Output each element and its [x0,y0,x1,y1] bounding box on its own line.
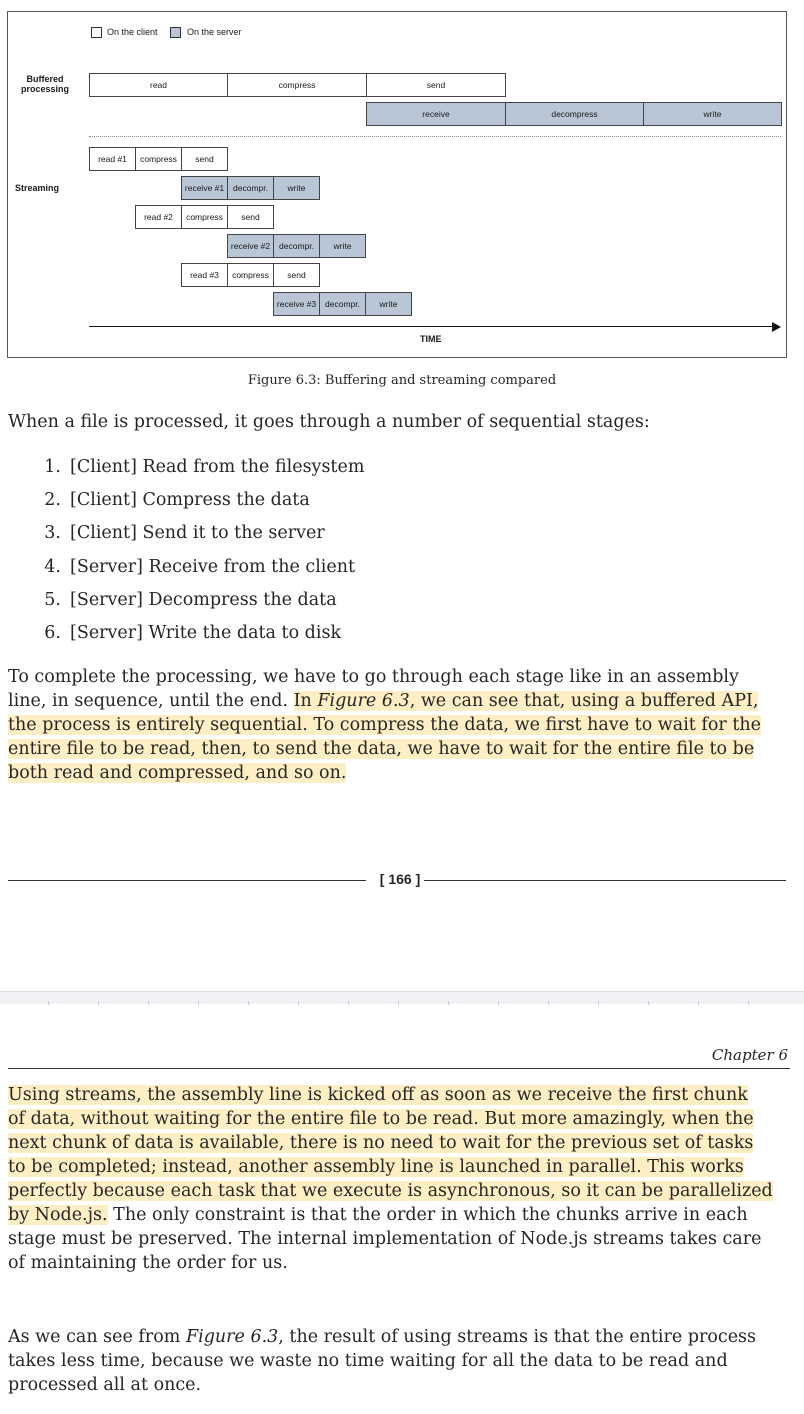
highlighted-text: of data, without waiting for the entire file to be read. But more amazingly, when the [8,1109,754,1129]
chapter-header: Chapter 6 [711,1046,788,1064]
stream2-send-box: send [227,205,274,229]
stream1-compress-box: compress [135,147,182,171]
intro-paragraph: When a file is processed, it goes through a number of sequential stages: [8,412,650,432]
buffered-label-line1: Buffered [26,74,64,84]
list-item-number: 6. [44,622,61,643]
list-item-text: [Client] Compress the data [70,490,310,511]
separator-tick [448,1001,449,1005]
footer-rule-left [8,880,366,881]
stream2-decompress-box: decompr. [273,234,320,258]
list-item-text: [Client] Send it to the server [70,523,325,544]
highlighted-text: perfectly because each task that we execute is asynchronous, so it can be parallelized [8,1181,773,1201]
footer-rule-right [424,880,786,881]
list-item [8,621,364,654]
separator-tick [348,1001,349,1005]
buffered-receive-box: receive [366,102,506,126]
header-rule [8,1068,790,1069]
paragraph-line: To complete the processing, we have to go through each stage like in an assembly [8,667,739,687]
stream1-send-box: send [181,147,228,171]
text-span: line, in sequence, until the end. [8,691,294,711]
stream1-read-box: read #1 [89,147,136,171]
paragraph-line: takes less time, because we waste no time waiting for all the data to be read and [8,1351,728,1371]
legend-server-swatch [170,27,181,38]
list-item-number: 1. [44,457,61,477]
buffered-label-line2: processing [20,84,69,94]
highlighted-text: the process is entirely sequential. To compress the data, we first have to wait for the [8,715,761,735]
stream1-write-box: write [273,176,320,200]
time-axis [89,326,773,327]
paragraph-line: of maintaining the order for us. [8,1253,288,1273]
list-item [8,455,364,488]
separator-tick [698,1001,699,1005]
list-item [8,488,364,521]
streaming-label: Streaming [14,183,59,193]
list-item-text: [Server] Write the data to disk [70,622,342,643]
list-item-text: [Server] Receive from the client [70,556,356,577]
time-axis-label: TIME [420,334,442,344]
separator-tick [598,1001,599,1005]
stream1-decompress-box: decompr. [227,176,274,200]
buffered-write-box: write [643,102,782,126]
stream2-read-box: read #2 [135,205,182,229]
legend-client-label: On the client [107,27,158,37]
text-span: , we can see that, using a buffered API, [409,691,759,711]
stream2-compress-box: compress [181,205,228,229]
separator-tick [498,1001,499,1005]
figure-6-3 [7,11,787,358]
page-number: [ 166 ] [379,871,421,887]
separator-tick [248,1001,249,1005]
stream3-read-box: read #3 [181,263,228,287]
stages-list [8,455,364,654]
list-item-number: 2. [44,490,61,511]
paragraph-conclusion [8,1325,798,1397]
list-item-number: 4. [44,556,61,577]
separator-tick [548,1001,549,1005]
paragraph-line: stage must be preserved. The internal implementation of Node.js streams takes care [8,1229,762,1249]
separator-tick [198,1001,199,1005]
highlighted-text: next chunk of data is available, there is no need to wait for the previous set of tasks [8,1133,754,1153]
paragraph-streams [8,1083,798,1275]
stream3-receive-box: receive #3 [273,292,320,316]
highlighted-text [294,691,759,711]
separator-tick [98,1001,99,1005]
text-span: The only constraint is that the order in which the chunks arrive in each [107,1205,748,1225]
separator-tick [398,1001,399,1005]
figure-reference: Figure 6.3 [317,691,410,711]
text-span: In [293,691,318,711]
paragraph-line [8,1203,798,1227]
paragraph-buffered [8,665,798,785]
paragraph-line: processed all at once. [8,1375,202,1395]
buffered-send-box: send [366,73,506,97]
figure-reference: Figure 6.3 [185,1327,279,1347]
separator-tick [298,1001,299,1005]
stream3-decompress-box: decompr. [319,292,366,316]
list-item [8,521,364,554]
figure-caption: Figure 6.3: Buffering and streaming compared [247,373,557,388]
buffered-compress-box: compress [227,73,367,97]
separator-tick [148,1001,149,1005]
list-item-number: 5. [44,589,61,610]
text-span: As we can see from [8,1327,186,1347]
section-divider [89,136,781,137]
legend-client-swatch [91,27,102,38]
stream1-receive-box: receive #1 [181,176,228,200]
highlighted-text: to be completed; instead, another assembly line is launched in parallel. This works [8,1157,744,1177]
list-item [8,588,364,621]
highlighted-text: Using streams, the assembly line is kicked off as soon as we receive the first chunk [8,1085,748,1105]
highlighted-text: both read and compressed, and so on. [8,763,347,783]
highlighted-text: by Node.js. [8,1205,108,1225]
paragraph-line [8,1325,798,1349]
stream3-send-box: send [273,263,320,287]
list-item-number: 3. [44,523,61,544]
stream3-write-box: write [365,292,412,316]
buffered-label [10,74,80,94]
page-separator [0,991,804,1004]
buffered-decompress-box: decompress [505,102,644,126]
text-span: , the result of using streams is that the entire process [278,1327,757,1347]
list-item-text: [Server] Decompress the data [70,589,337,610]
separator-tick [48,1001,49,1005]
stream2-receive-box: receive #2 [227,234,274,258]
separator-tick [748,1001,749,1005]
stream3-compress-box: compress [227,263,274,287]
buffered-read-box: read [89,73,228,97]
list-item [8,555,364,588]
stream2-write-box: write [319,234,366,258]
list-item-text: [Client] Read from the filesystem [70,457,365,477]
separator-tick [648,1001,649,1005]
paragraph-line [8,689,798,713]
time-axis-arrowhead [772,322,781,332]
legend-server-label: On the server [187,27,242,37]
highlighted-text: entire file to be read, then, to send the data, we have to wait for the entire file to be [8,739,755,759]
